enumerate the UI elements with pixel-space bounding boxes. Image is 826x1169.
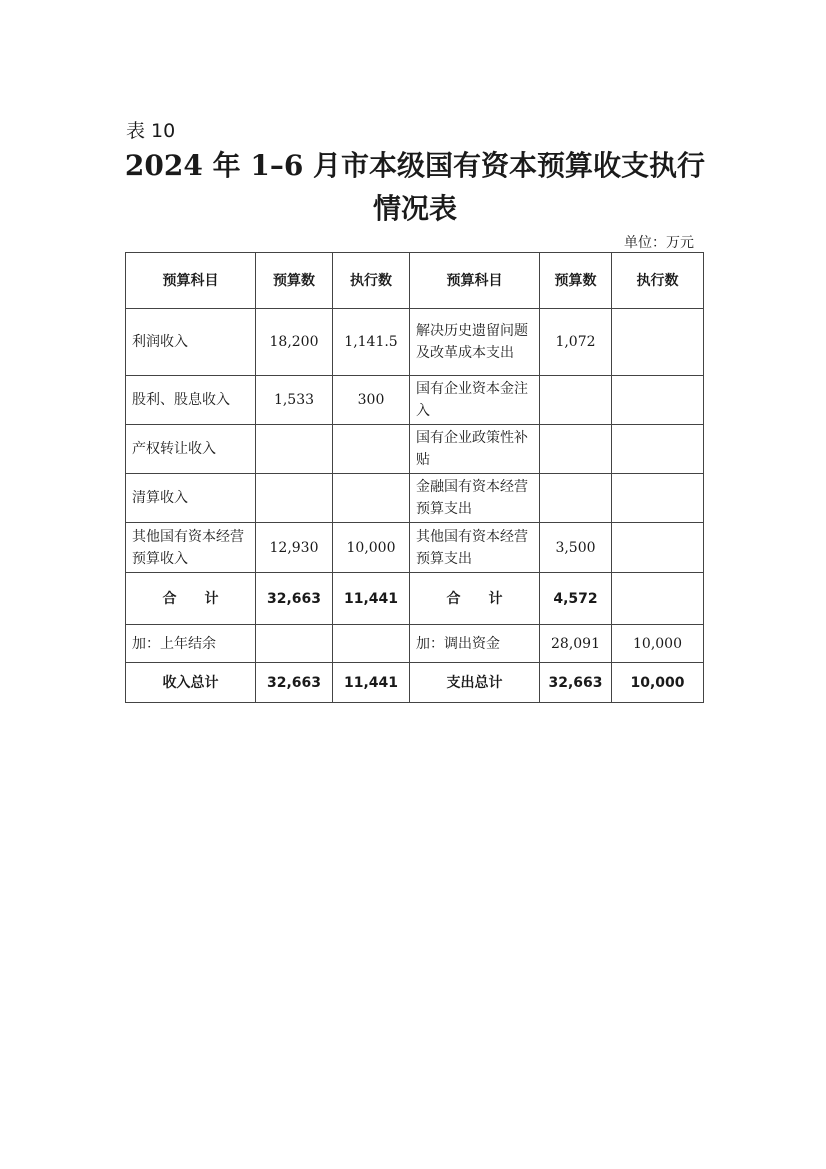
income-actual: 1,141.5 <box>333 309 410 376</box>
table-row <box>126 309 704 376</box>
income-adjust-actual <box>333 625 410 663</box>
expense-total-label: 支出总计 <box>410 663 540 703</box>
income-item: 清算收入 <box>126 474 256 523</box>
table-row <box>126 523 704 573</box>
expense-item: 国有企业政策性补贴 <box>410 425 540 474</box>
expense-subtotal-label: 合 计 <box>410 573 540 625</box>
income-adjust-budget <box>256 625 333 663</box>
expense-actual <box>612 309 704 376</box>
table-header-row <box>126 253 704 309</box>
income-total-budget: 32,663 <box>256 663 333 703</box>
income-item: 股利、股息收入 <box>126 376 256 425</box>
subtotal-row <box>126 573 704 625</box>
page-title-line-1: 2024 年 1–6 月市本级国有资本预算收支执行 <box>124 149 706 182</box>
income-budget <box>256 474 333 523</box>
expense-actual <box>612 523 704 573</box>
income-subtotal-label: 合 计 <box>126 573 256 625</box>
expense-adjust-label: 加：调出资金 <box>410 625 540 663</box>
table-number: 表 10 <box>126 120 176 142</box>
expense-item: 其他国有资本经营预算支出 <box>410 523 540 573</box>
table-row <box>126 376 704 425</box>
expense-subtotal-budget: 4,572 <box>540 573 612 625</box>
expense-budget <box>540 474 612 523</box>
income-adjust-label: 加：上年结余 <box>126 625 256 663</box>
income-budget <box>256 425 333 474</box>
income-item: 利润收入 <box>126 309 256 376</box>
unit-label: 单位：万元 <box>624 235 694 251</box>
expense-actual <box>612 425 704 474</box>
expense-adjust-actual: 10,000 <box>612 625 704 663</box>
budget-table <box>125 252 704 703</box>
table-row <box>126 425 704 474</box>
income-item: 产权转让收入 <box>126 425 256 474</box>
expense-subtotal-actual <box>612 573 704 625</box>
expense-budget <box>540 425 612 474</box>
income-budget: 12,930 <box>256 523 333 573</box>
header-income-item: 预算科目 <box>126 253 256 309</box>
expense-item: 国有企业资本金注入 <box>410 376 540 425</box>
grand-total-row <box>126 663 704 703</box>
income-actual <box>333 474 410 523</box>
income-subtotal-actual: 11,441 <box>333 573 410 625</box>
income-total-label: 收入总计 <box>126 663 256 703</box>
adjustment-row <box>126 625 704 663</box>
income-subtotal-budget: 32,663 <box>256 573 333 625</box>
income-item: 其他国有资本经营预算收入 <box>126 523 256 573</box>
header-income-budget: 预算数 <box>256 253 333 309</box>
expense-budget <box>540 376 612 425</box>
expense-adjust-budget: 28,091 <box>540 625 612 663</box>
header-expense-budget: 预算数 <box>540 253 612 309</box>
expense-actual <box>612 474 704 523</box>
table-row <box>126 474 704 523</box>
page-title-line-2: 情况表 <box>372 192 457 225</box>
header-expense-actual: 执行数 <box>612 253 704 309</box>
income-budget: 18,200 <box>256 309 333 376</box>
income-total-actual: 11,441 <box>333 663 410 703</box>
income-budget: 1,533 <box>256 376 333 425</box>
header-income-actual: 执行数 <box>333 253 410 309</box>
expense-budget: 3,500 <box>540 523 612 573</box>
expense-actual <box>612 376 704 425</box>
income-actual: 300 <box>333 376 410 425</box>
expense-item: 解决历史遗留问题及改革成本支出 <box>410 309 540 376</box>
expense-total-budget: 32,663 <box>540 663 612 703</box>
expense-item: 金融国有资本经营预算支出 <box>410 474 540 523</box>
expense-total-actual: 10,000 <box>612 663 704 703</box>
income-actual: 10,000 <box>333 523 410 573</box>
expense-budget: 1,072 <box>540 309 612 376</box>
header-expense-item: 预算科目 <box>410 253 540 309</box>
income-actual <box>333 425 410 474</box>
